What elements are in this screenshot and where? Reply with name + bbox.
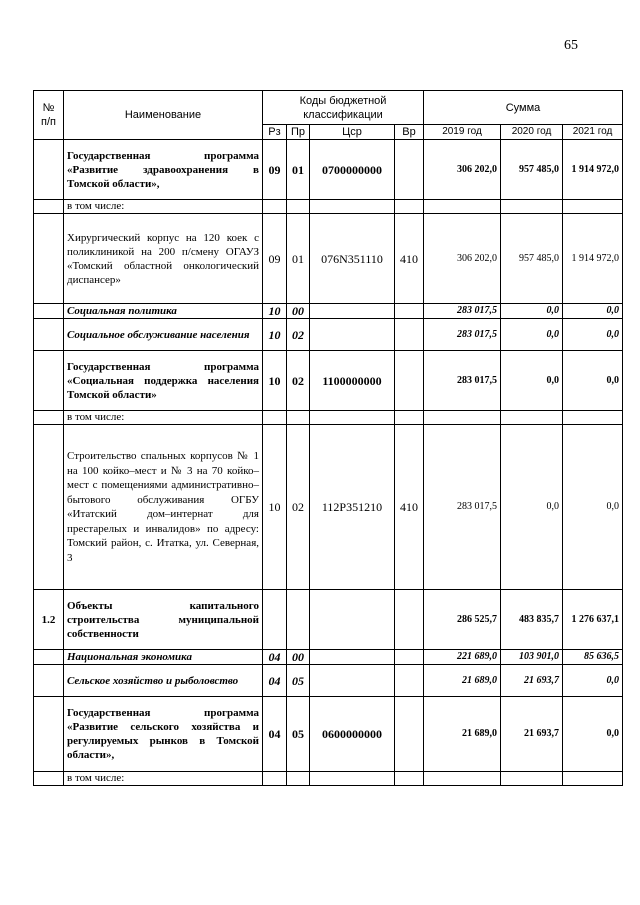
- row-rz: 04: [263, 650, 287, 665]
- row-pr: 05: [287, 697, 310, 772]
- row-num: [34, 665, 64, 697]
- row-sum-2020: 0,0: [501, 425, 563, 590]
- row-tser: [310, 304, 395, 319]
- row-rz: [263, 411, 287, 425]
- row-sum-2019: 306 202,0: [424, 214, 501, 304]
- header-2021: 2021 год: [563, 125, 623, 140]
- table-row: [34, 304, 623, 319]
- table-row: [34, 772, 623, 786]
- header-2019: 2019 год: [424, 125, 501, 140]
- row-num: [34, 304, 64, 319]
- row-pr: 02: [287, 319, 310, 351]
- row-rz: [263, 590, 287, 650]
- header-rz: Рз: [263, 125, 287, 140]
- row-sum-2021: 1 914 972,0: [563, 214, 623, 304]
- row-num: [34, 200, 64, 214]
- row-rz: 10: [263, 319, 287, 351]
- budget-table: [33, 90, 623, 786]
- row-sum-2020: 21 693,7: [501, 665, 563, 697]
- row-tser: 0600000000: [310, 697, 395, 772]
- row-tser: [310, 650, 395, 665]
- row-num: [34, 214, 64, 304]
- row-tser: [310, 665, 395, 697]
- row-sum-2020: 21 693,7: [501, 697, 563, 772]
- row-sum-2021: 85 636,5: [563, 650, 623, 665]
- table-row: [34, 140, 623, 200]
- row-sum-2019: 21 689,0: [424, 665, 501, 697]
- table-row: [34, 665, 623, 697]
- row-tser: 0700000000: [310, 140, 395, 200]
- row-rz: 09: [263, 214, 287, 304]
- table-row: [34, 697, 623, 772]
- row-num: [34, 650, 64, 665]
- row-sum-2019: 283 017,5: [424, 351, 501, 411]
- row-name: Сельское хозяйство и рыболовство: [64, 665, 263, 697]
- row-sum-2021: [563, 772, 623, 786]
- row-pr: 02: [287, 425, 310, 590]
- row-sum-2021: 0,0: [563, 319, 623, 351]
- row-name: Государственная программа «Развитие сельского хозяйства и регулируемых рынков в Томской области»,: [64, 697, 263, 772]
- row-tser: 112P351210: [310, 425, 395, 590]
- row-vr: [395, 304, 424, 319]
- row-rz: 04: [263, 665, 287, 697]
- row-vr: [395, 200, 424, 214]
- header-vr: Вр: [395, 125, 424, 140]
- row-num: [34, 772, 64, 786]
- row-name: Государственная программа «Социальная поддержка населения Томской области»: [64, 351, 263, 411]
- header-codes: Коды бюджетной классификации: [263, 91, 424, 125]
- row-name: Государственная программа «Развитие здравоохранения в Томской области»,: [64, 140, 263, 200]
- header-pr: Пр: [287, 125, 310, 140]
- row-sum-2019: [424, 411, 501, 425]
- row-name: Строительство спальных корпусов № 1 на 100 койко–мест и № 3 на 70 койко–мест с помещениями административно–бытового обслуживания ОГБУ «Итатский дом–интернат для престарелых и инвалидов» по адресу: Томский район, с. Итатка, ул. Северная, 3: [64, 425, 263, 590]
- row-tser: [310, 590, 395, 650]
- header-2020: 2020 год: [501, 125, 563, 140]
- row-vr: [395, 140, 424, 200]
- row-sum-2020: 957 485,0: [501, 214, 563, 304]
- row-sum-2019: [424, 772, 501, 786]
- table-row: [34, 590, 623, 650]
- row-sum-2019: 221 689,0: [424, 650, 501, 665]
- row-sum-2020: 483 835,7: [501, 590, 563, 650]
- row-num: [34, 351, 64, 411]
- row-num: [34, 140, 64, 200]
- row-rz: 10: [263, 304, 287, 319]
- table-row: [34, 319, 623, 351]
- row-pr: 01: [287, 140, 310, 200]
- row-vr: [395, 590, 424, 650]
- row-rz: 10: [263, 351, 287, 411]
- row-name: Национальная экономика: [64, 650, 263, 665]
- row-num: [34, 319, 64, 351]
- table-row: [34, 214, 623, 304]
- row-num: [34, 411, 64, 425]
- row-name: Социальная политика: [64, 304, 263, 319]
- row-pr: 00: [287, 304, 310, 319]
- row-sum-2019: 286 525,7: [424, 590, 501, 650]
- row-sum-2021: 0,0: [563, 425, 623, 590]
- row-rz: [263, 772, 287, 786]
- row-sum-2019: 283 017,5: [424, 319, 501, 351]
- row-sum-2019: [424, 200, 501, 214]
- row-vr: [395, 650, 424, 665]
- row-name: в том числе:: [64, 411, 263, 425]
- row-sum-2021: 0,0: [563, 304, 623, 319]
- header-name: Наименование: [64, 91, 263, 140]
- row-tser: [310, 772, 395, 786]
- row-sum-2020: 0,0: [501, 319, 563, 351]
- row-sum-2021: 0,0: [563, 351, 623, 411]
- header-tser: Цср: [310, 125, 395, 140]
- row-name: Хирургический корпус на 120 коек с поликлиникой на 200 п/смену ОГАУЗ «Томский областной онкологический диспансер»: [64, 214, 263, 304]
- row-sum-2020: [501, 200, 563, 214]
- row-name: Социальное обслуживание населения: [64, 319, 263, 351]
- row-rz: 09: [263, 140, 287, 200]
- row-sum-2021: 1 914 972,0: [563, 140, 623, 200]
- row-sum-2019: 283 017,5: [424, 425, 501, 590]
- row-sum-2021: 0,0: [563, 697, 623, 772]
- row-name: в том числе:: [64, 200, 263, 214]
- row-vr: [395, 665, 424, 697]
- row-pr: [287, 200, 310, 214]
- table-row: [34, 411, 623, 425]
- row-pr: 01: [287, 214, 310, 304]
- row-sum-2020: [501, 411, 563, 425]
- row-vr: [395, 319, 424, 351]
- row-vr: [395, 772, 424, 786]
- row-vr: 410: [395, 425, 424, 590]
- row-sum-2020: 0,0: [501, 351, 563, 411]
- row-sum-2021: 1 276 637,1: [563, 590, 623, 650]
- row-sum-2019: 21 689,0: [424, 697, 501, 772]
- row-pr: [287, 772, 310, 786]
- row-tser: 1100000000: [310, 351, 395, 411]
- row-tser: 076N351110: [310, 214, 395, 304]
- row-sum-2021: [563, 411, 623, 425]
- row-sum-2020: [501, 772, 563, 786]
- row-num: 1.2: [34, 590, 64, 650]
- row-pr: [287, 411, 310, 425]
- header-sum: Сумма: [424, 91, 623, 125]
- row-pr: 00: [287, 650, 310, 665]
- row-sum-2019: 283 017,5: [424, 304, 501, 319]
- row-sum-2020: 0,0: [501, 304, 563, 319]
- row-rz: 10: [263, 425, 287, 590]
- row-rz: [263, 200, 287, 214]
- row-tser: [310, 319, 395, 351]
- row-pr: 02: [287, 351, 310, 411]
- row-vr: [395, 351, 424, 411]
- row-tser: [310, 200, 395, 214]
- row-sum-2020: 957 485,0: [501, 140, 563, 200]
- table-row: [34, 650, 623, 665]
- row-pr: [287, 590, 310, 650]
- table-row: [34, 425, 623, 590]
- row-num: [34, 697, 64, 772]
- row-name: в том числе:: [64, 772, 263, 786]
- row-pr: 05: [287, 665, 310, 697]
- row-tser: [310, 411, 395, 425]
- row-rz: 04: [263, 697, 287, 772]
- table-row: [34, 351, 623, 411]
- row-sum-2021: [563, 200, 623, 214]
- row-vr: [395, 697, 424, 772]
- row-vr: 410: [395, 214, 424, 304]
- row-sum-2020: 103 901,0: [501, 650, 563, 665]
- page-number: 65: [564, 38, 578, 53]
- table-row: [34, 200, 623, 214]
- header-num: № п/п: [34, 91, 64, 140]
- row-vr: [395, 411, 424, 425]
- row-sum-2019: 306 202,0: [424, 140, 501, 200]
- row-name: Объекты капитального строительства муниципальной собственности: [64, 590, 263, 650]
- row-num: [34, 425, 64, 590]
- row-sum-2021: 0,0: [563, 665, 623, 697]
